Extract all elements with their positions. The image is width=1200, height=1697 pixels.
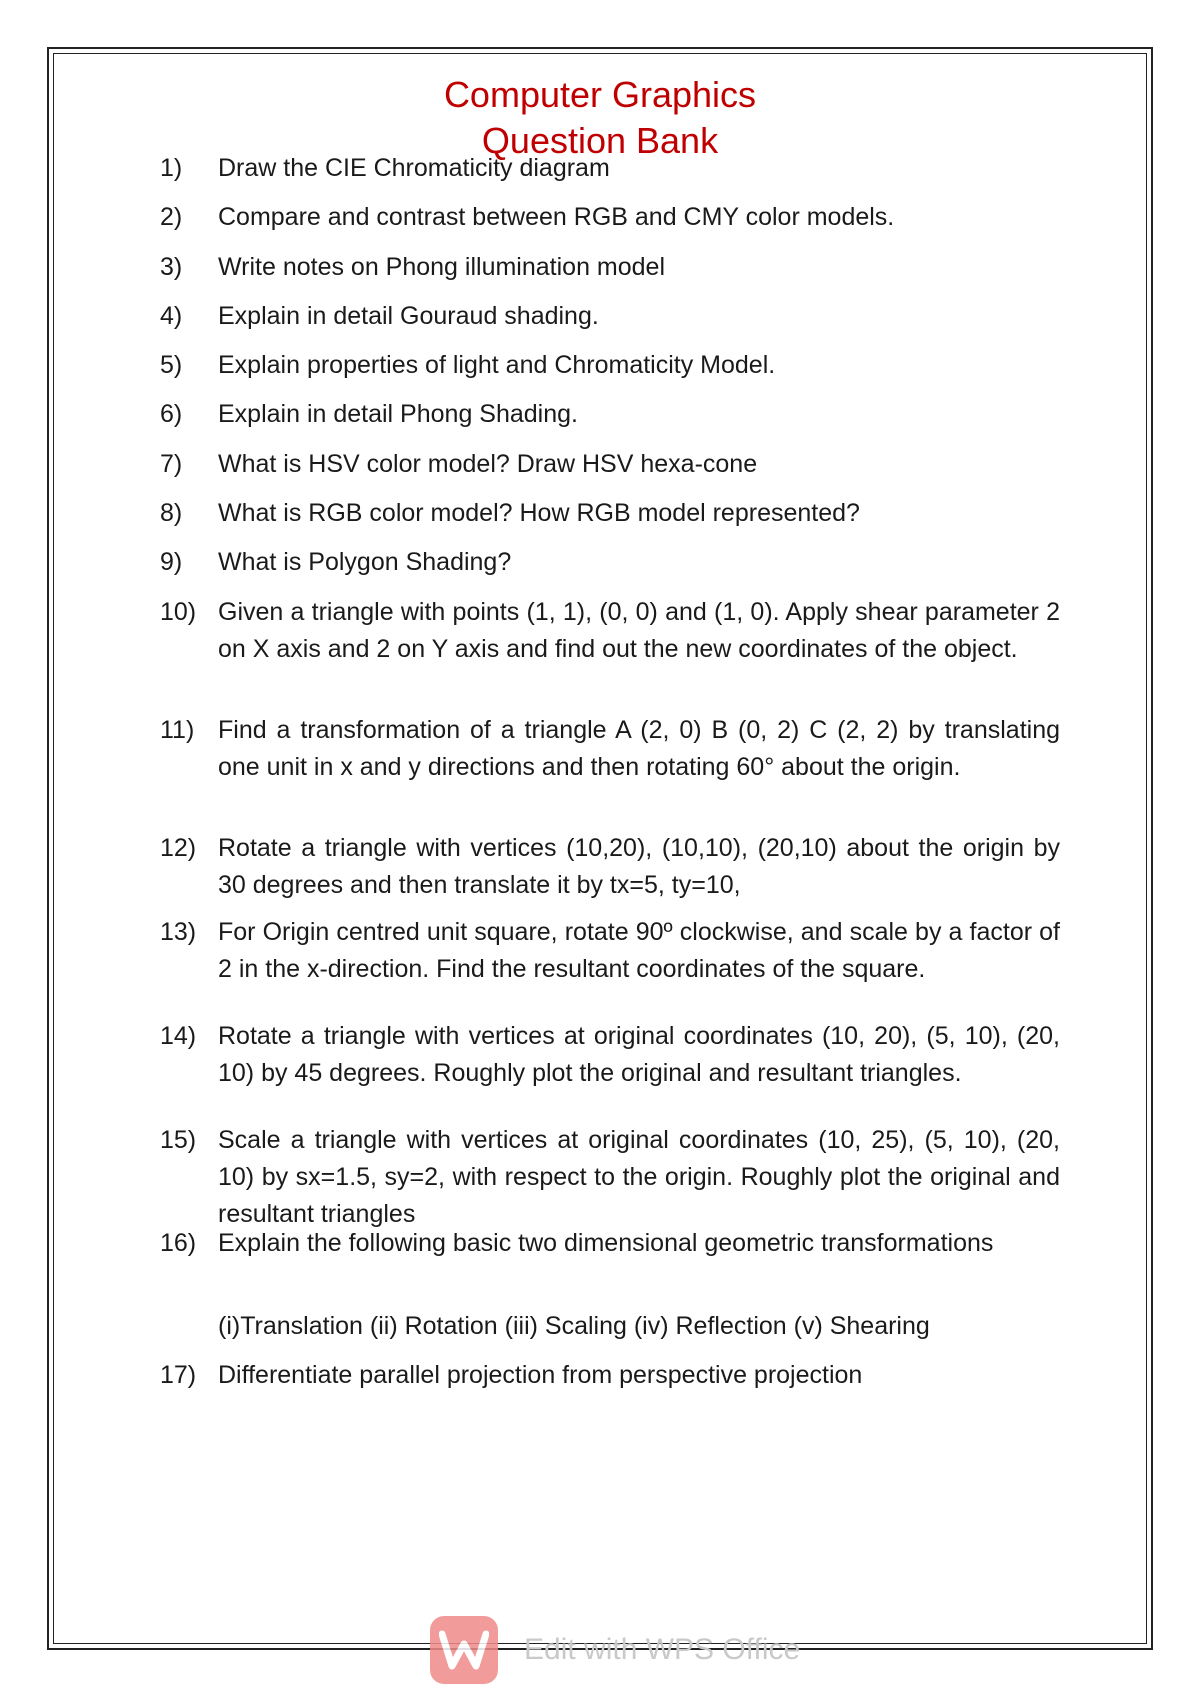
question-text: Scale a triangle with vertices at original coordinates (10, 25), (5, 10), (20, 10) by sx=1.5, sy=2, with respect to the origin. Roughly plot the original and resultant triangles <box>218 1126 1060 1228</box>
wps-watermark <box>430 1614 800 1686</box>
question-number: 12) <box>160 834 197 862</box>
question-number: 11) <box>160 716 195 744</box>
question-text: Explain the following basic two dimensional geometric transformations <box>218 1229 994 1257</box>
question-number: 1) <box>160 154 183 182</box>
question-text: Find a transformation of a triangle A (2, 0) B (0, 2) C (2, 2) by translating one unit in x and y directions and then rotating 60° about the origin. <box>218 716 1060 781</box>
question-text: Compare and contrast between RGB and CMY color models. <box>218 203 895 231</box>
question-number: 9) <box>160 548 183 576</box>
wps-watermark-text: Edit with WPS Office <box>524 1633 801 1666</box>
wps-logo-icon <box>430 1616 498 1684</box>
wps-w-icon <box>439 1630 489 1670</box>
question-number: 16) <box>160 1229 197 1257</box>
question-number: 13) <box>160 918 197 946</box>
question-number: 6) <box>160 400 183 428</box>
question-number: 15) <box>160 1126 197 1154</box>
question-text: Explain in detail Gouraud shading. <box>218 302 599 330</box>
question-text: What is Polygon Shading? <box>218 548 512 576</box>
question-text: Differentiate parallel projection from perspective projection <box>218 1361 863 1389</box>
question-text: What is HSV color model? Draw HSV hexa-cone <box>218 450 758 478</box>
question-number: 4) <box>160 302 183 330</box>
document-title: Computer Graphics <box>443 74 757 115</box>
question-text: What is RGB color model? How RGB model represented? <box>218 499 860 527</box>
question-text: Given a triangle with points (1, 1), (0, 0) and (1, 0). Apply shear parameter 2 on X axis and 2 on Y axis and find out the new coordinates of the object. <box>218 598 1060 663</box>
question-number: 2) <box>160 203 183 231</box>
question-text: Rotate a triangle with vertices at original coordinates (10, 20), (5, 10), (20, 10) by 45 degrees. Roughly plot the original and resultant triangles. <box>218 1022 1060 1087</box>
question-number: 10) <box>160 598 197 626</box>
question-text: Rotate a triangle with vertices (10,20), (10,10), (20,10) about the origin by 30 degrees and then translate it by tx=5, ty=10, <box>218 834 1060 899</box>
question-text: For Origin centred unit square, rotate 90º clockwise, and scale by a factor of 2 in the x-direction. Find the resultant coordinates of the square. <box>218 918 1060 983</box>
question-number: 14) <box>160 1022 197 1050</box>
question-number: 5) <box>160 351 183 379</box>
question-text: Write notes on Phong illumination model <box>218 253 666 281</box>
question-number: 7) <box>160 450 183 478</box>
question-number: 17) <box>160 1361 197 1389</box>
document-subtitle: Question Bank <box>481 120 719 161</box>
question-text: Explain properties of light and Chromaticity Model. <box>218 351 776 379</box>
question-text: Explain in detail Phong Shading. <box>218 400 578 428</box>
question-16-subtext: (i)Translation (ii) Rotation (iii) Scaling (iv) Reflection (v) Shearing <box>218 1312 930 1340</box>
question-number: 8) <box>160 499 183 527</box>
question-number: 3) <box>160 253 183 281</box>
question-text: Draw the CIE Chromaticity diagram <box>218 154 610 182</box>
